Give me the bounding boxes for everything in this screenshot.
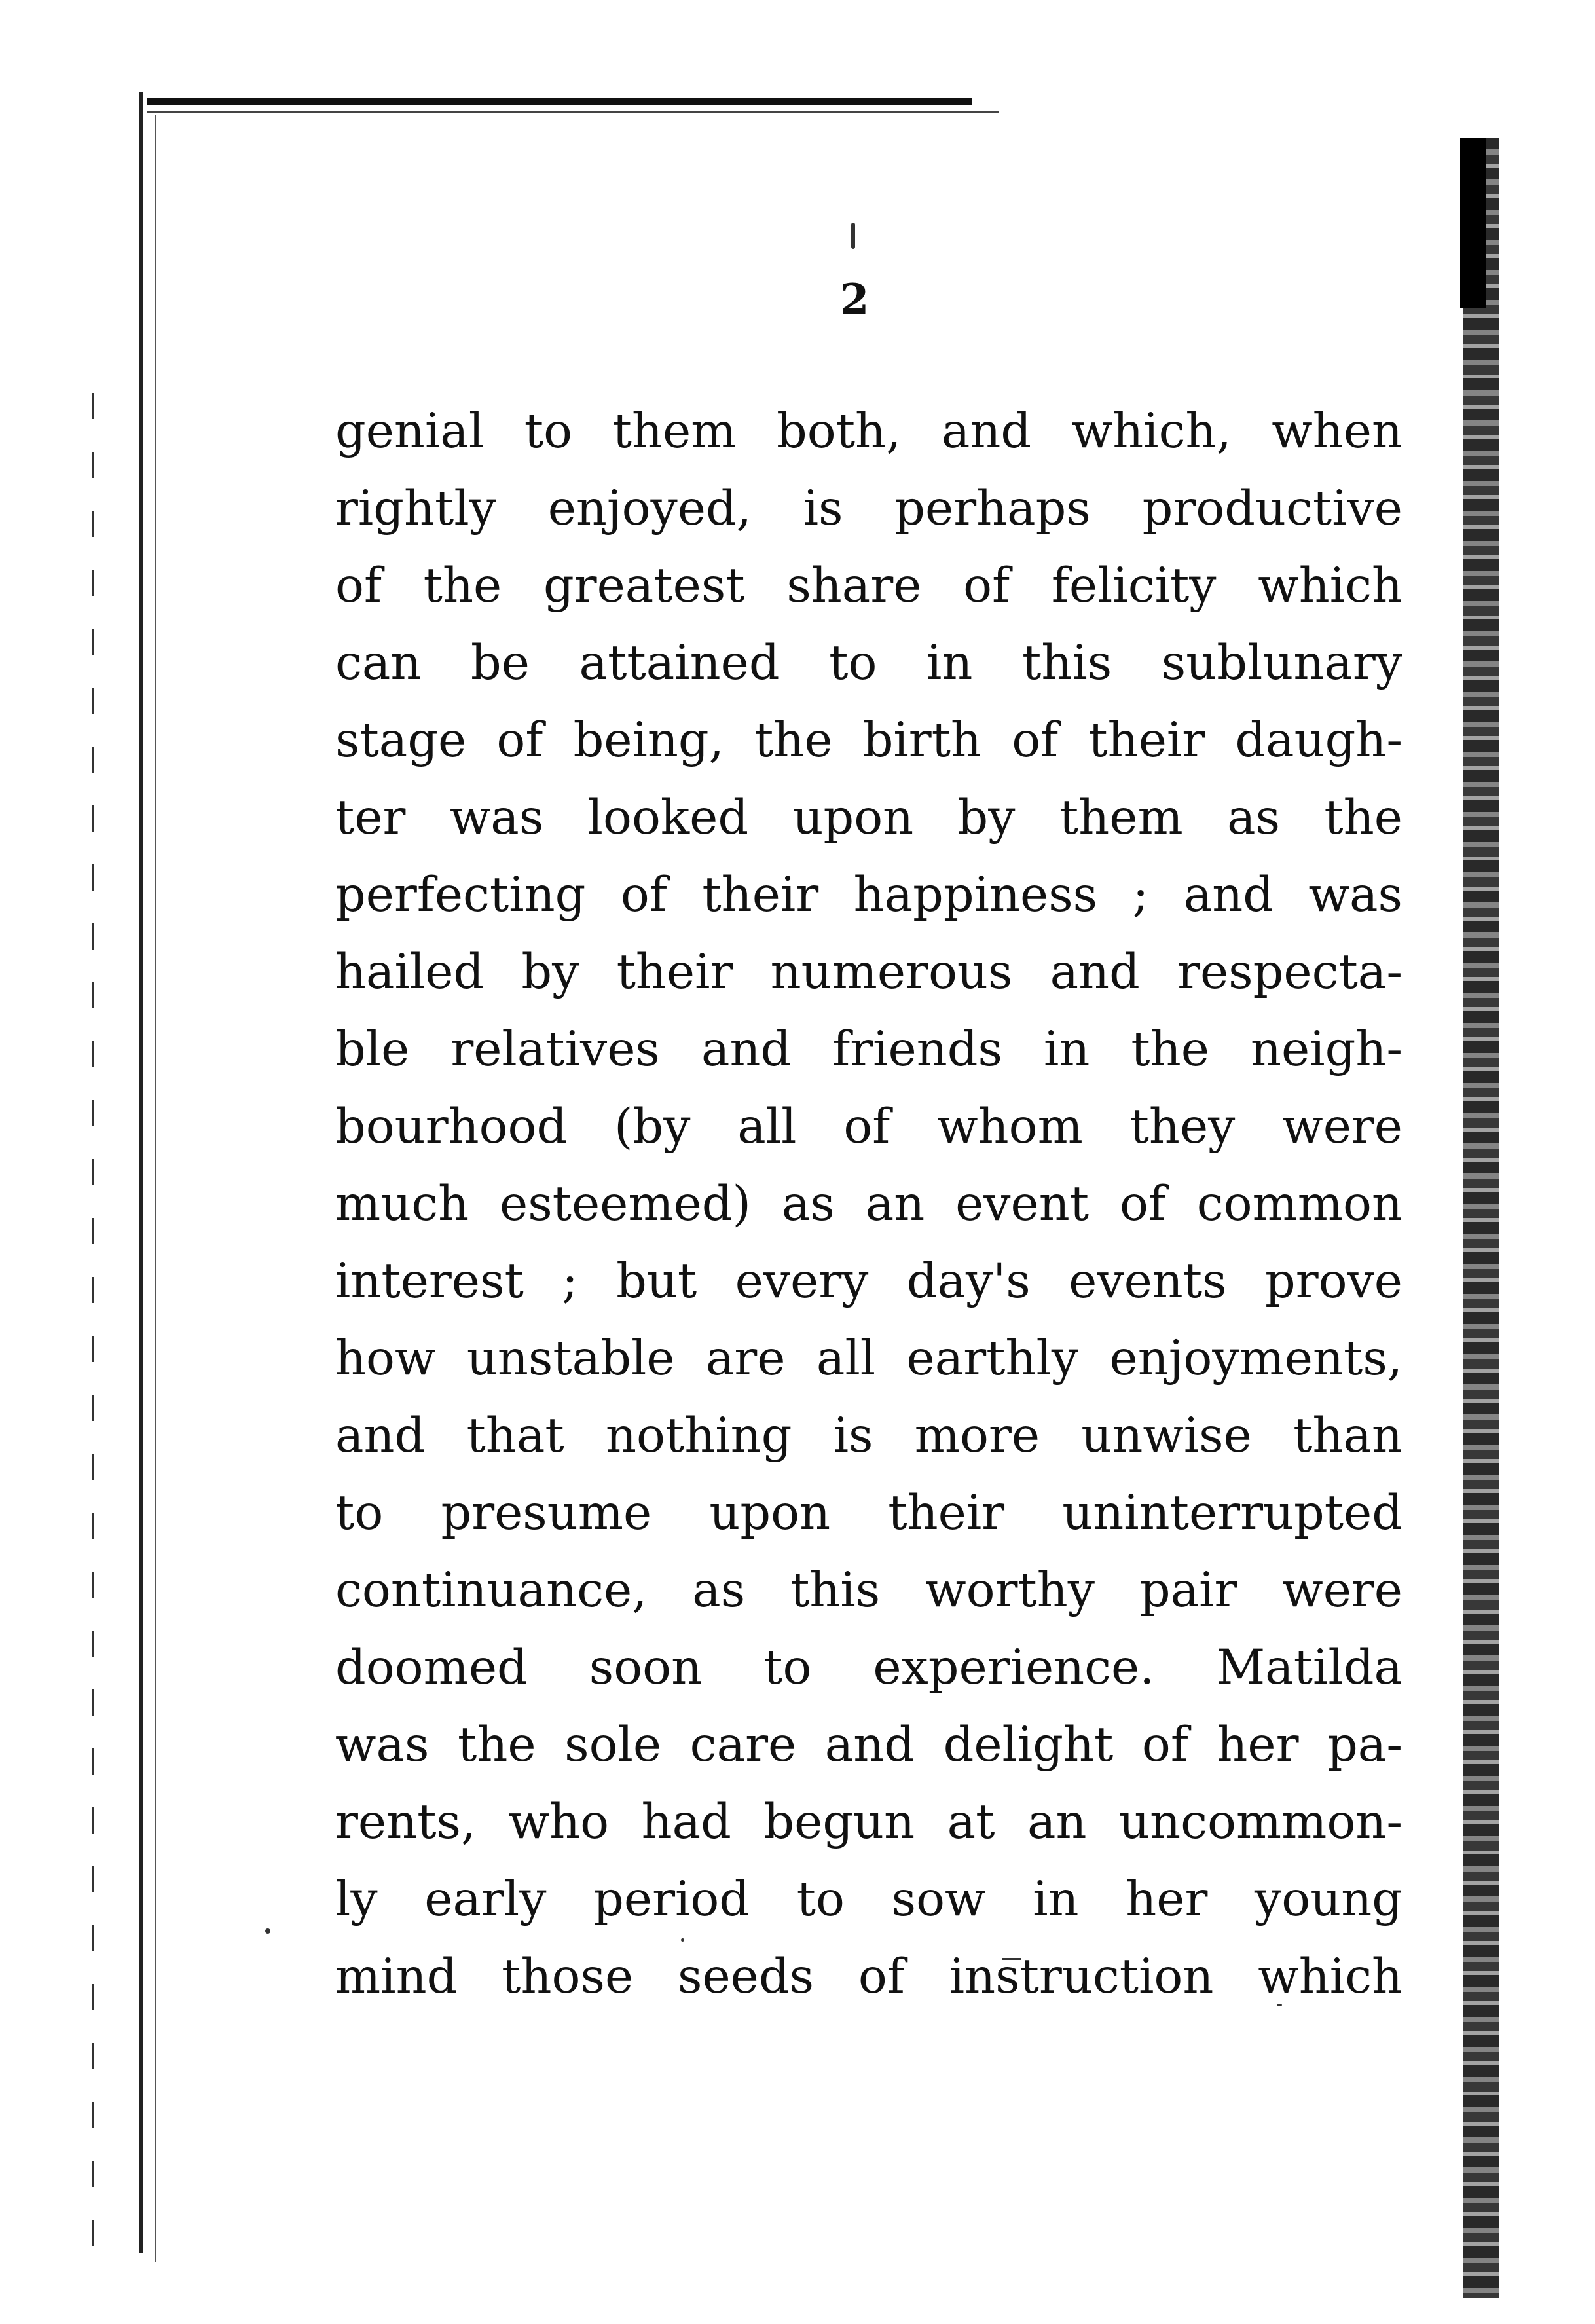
scan-border-left — [139, 92, 143, 2253]
scan-border-top — [147, 98, 972, 105]
text-line: perfecting of their happiness ; and was — [335, 867, 1402, 923]
text-line: mind those seeds of instruction which — [335, 1949, 1402, 2004]
page-number: 2 — [839, 275, 870, 324]
text-line: of the greatest share of felicity which — [335, 558, 1402, 614]
text-line: much esteemed) as an event of common — [335, 1176, 1402, 1232]
text-line: rents, who had begun at an uncommon- — [335, 1794, 1402, 1850]
text-line: stage of being, the birth of their daugh- — [335, 712, 1402, 768]
page-edge-right — [1463, 138, 1499, 2298]
text-line: ter was looked upon by them as the — [335, 790, 1402, 845]
text-line: continuance, as this worthy pair were — [335, 1562, 1402, 1618]
text-line: interest ; but every day's events prove — [335, 1253, 1402, 1309]
body-text — [335, 393, 1402, 2016]
scan-speck — [265, 1928, 270, 1934]
text-line: to presume upon their uninterrupted — [335, 1485, 1402, 1541]
text-line: doomed soon to experience. Matilda — [335, 1640, 1402, 1695]
page-edge-right-top — [1460, 138, 1486, 308]
text-line: hailed by their numerous and respecta- — [335, 944, 1402, 1000]
scan-border-left-inner — [155, 115, 156, 2262]
text-line: ble relatives and friends in the neigh- — [335, 1022, 1402, 1077]
scan-border-top-thin — [147, 111, 999, 113]
text-line: and that nothing is more unwise than — [335, 1408, 1402, 1464]
text-line: was the sole care and delight of her pa- — [335, 1717, 1402, 1773]
text-line: bourhood (by all of whom they were — [335, 1099, 1402, 1154]
text-line: rightly enjoyed, is perhaps productive — [335, 481, 1402, 536]
scan-speck — [851, 223, 855, 249]
text-line: genial to them both, and which, when — [335, 403, 1402, 459]
text-line: can be attained to in this sublunary — [335, 635, 1402, 691]
text-line: how unstable are all earthly enjoyments, — [335, 1331, 1402, 1386]
text-line: ly early period to sow in her young — [335, 1872, 1402, 1927]
scan-border-left-dashed — [92, 393, 94, 2259]
